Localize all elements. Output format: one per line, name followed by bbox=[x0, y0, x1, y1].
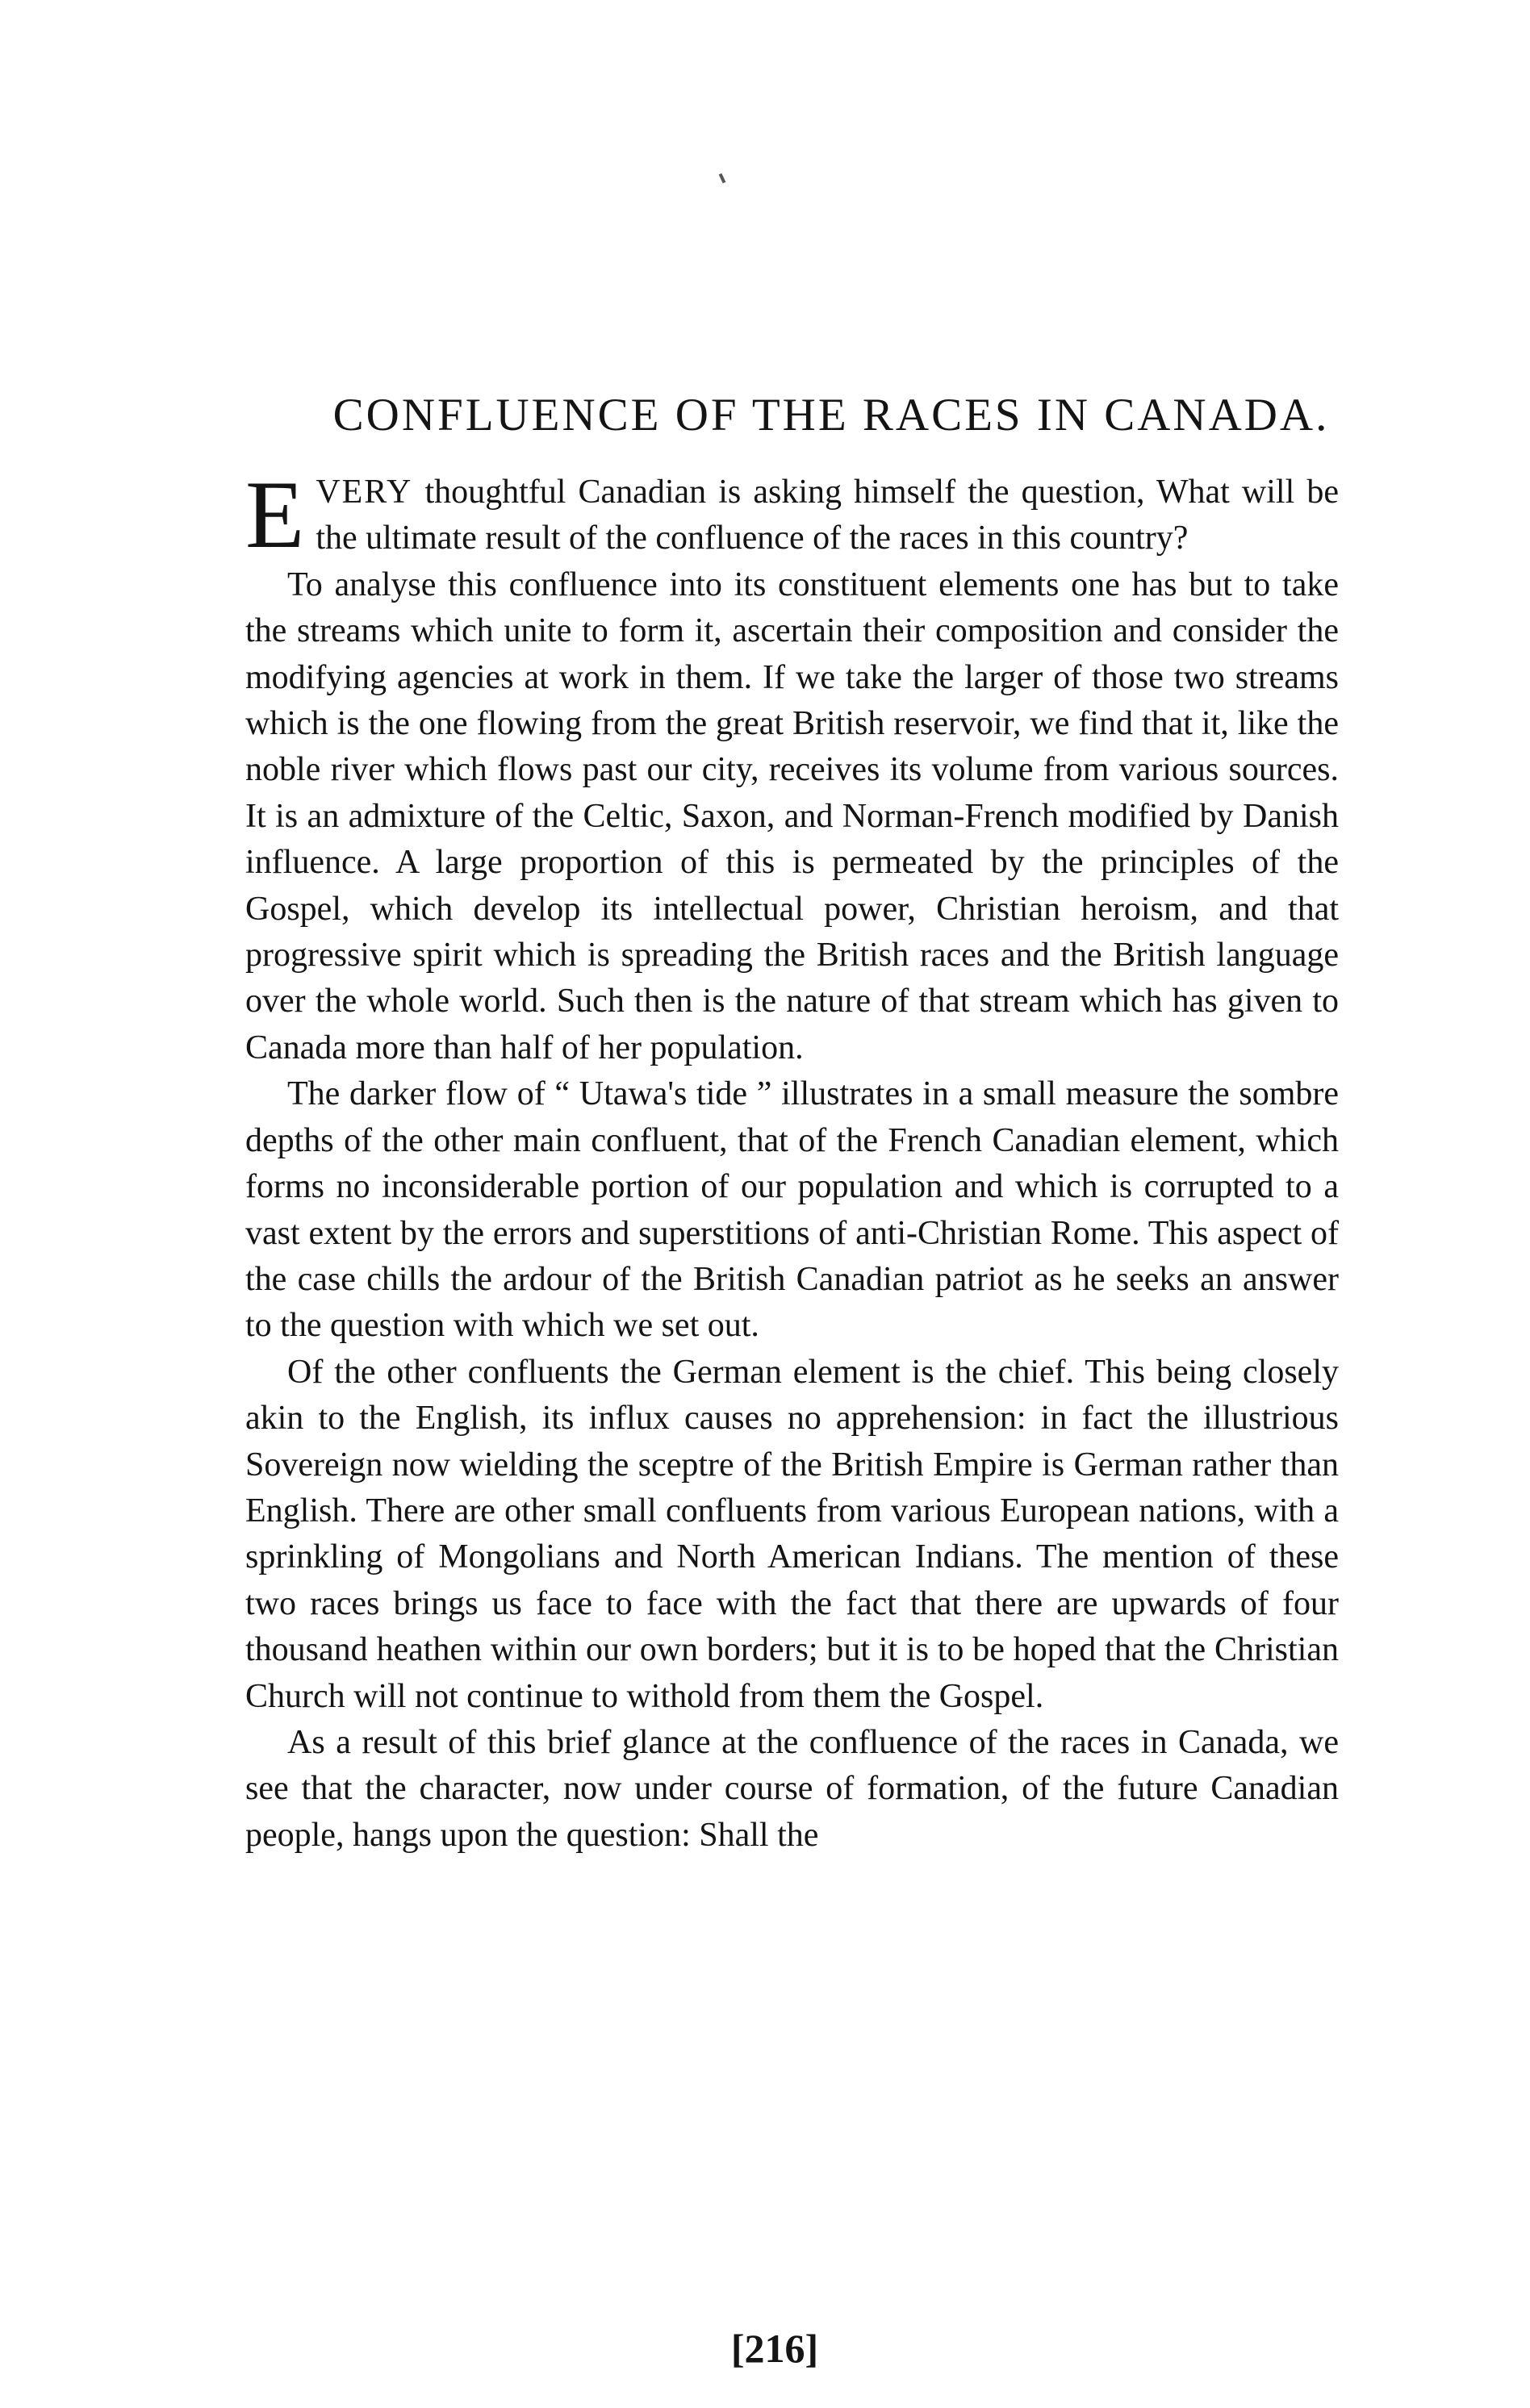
page-number: [216] bbox=[730, 2326, 819, 2371]
drop-cap: E bbox=[245, 461, 305, 568]
body-text bbox=[245, 461, 1339, 1859]
paragraph-1-text: thoughtful Canadian is asking himself the question, What will be the ultimate result of the confluence of the races in this country? bbox=[316, 474, 1339, 557]
paragraph-1 bbox=[245, 461, 1339, 568]
opening-small-caps: VERY bbox=[316, 474, 413, 511]
paragraph-5: As a result of this brief glance at the confluence of the races in Canada, we see that the character, now under course of formation, of the future Canadian people, hangs upon the question: Shall the bbox=[245, 1723, 1339, 1854]
ink-speck bbox=[719, 173, 726, 184]
paragraph-2: To analyse this confluence into its constituent elements one has but to take the streams which unite to form it, ascertain their composition and consider the modifying agencies at work in them. If we take the larger of those two streams which is the one flowing from the great British reservoir, we find that it, like the noble river which flows past our city, receives its volume from various sources. It is an admixture of the Celtic, Saxon, and Norman-French modified by Danish influence. A large proportion of this is permeated by the principles of the Gospel, which develop its intellectual power, Christian heroism, and that progressive spirit which is spreading the British races and the British language over the whole world. Such then is the nature of that stream which has given to Canada more than half of her population. bbox=[245, 565, 1339, 1066]
chapter-title: CONFLUENCE OF THE RACES IN CANADA. bbox=[332, 390, 1330, 440]
paragraph-4: Of the other confluents the German element is the chief. This being closely akin to the English, its influx causes no apprehension: in fact the illustrious Sovereign now wielding the sceptre of the British Empire is German rather than English. There are other small confluents from various European nations, with a sprinkling of Mongolians and North American Indians. The mention of these two races brings us face to face with the fact that there are upwards of four thousand heathen within our own borders; but it is to be hoped that the Christian Church will not continue to withold from them the Gospel. bbox=[245, 1353, 1339, 1715]
paragraph-3: The darker flow of “ Utawa's tide ” illustrates in a small measure the sombre depths of the other main confluent, that of the French Canadian element, which forms no inconsiderable portion of our population and which is corrupted to a vast extent by the errors and superstitions of anti-Christian Rome. This aspect of the case chills the ardour of the British Canadian patriot as he seeks an answer to the question with which we set out. bbox=[245, 1075, 1339, 1345]
